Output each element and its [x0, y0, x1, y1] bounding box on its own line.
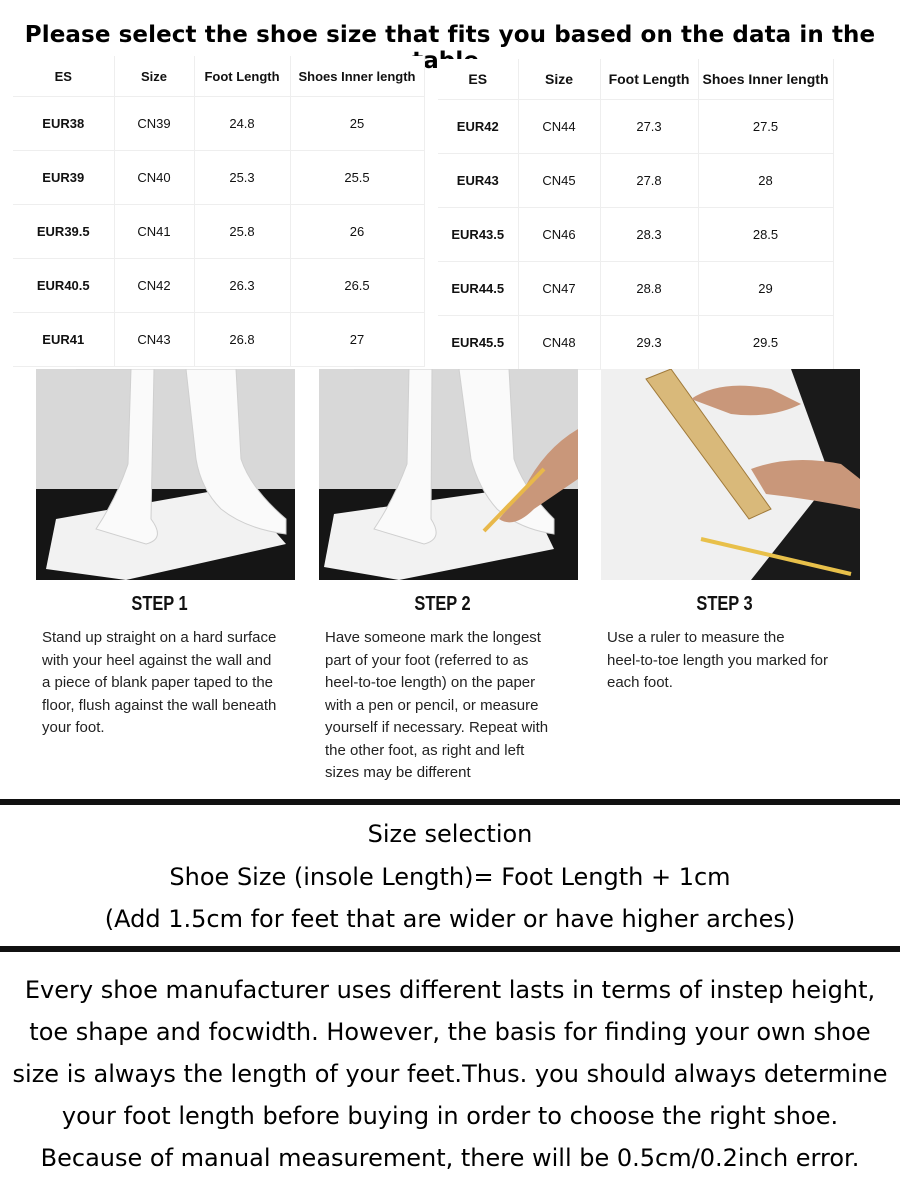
step-3-line: each foot.	[607, 674, 673, 691]
step-3-line: heel-to-toe length you marked for	[607, 651, 828, 669]
table-row	[438, 208, 833, 262]
cell-size: CN40	[114, 151, 194, 205]
step-3-title: STEP 3	[696, 593, 753, 615]
table-row	[13, 313, 424, 367]
cell-inner-length: 25	[290, 97, 424, 151]
table-row	[13, 97, 424, 151]
table-header-row	[13, 56, 424, 97]
disclaimer-line: toe shape and focwidth. However, the basis for finding your own shoe	[29, 1018, 871, 1046]
step-3-photo	[601, 369, 860, 580]
table-row	[13, 259, 424, 313]
cell-size: CN46	[518, 208, 600, 262]
cell-foot-length: 27.3	[600, 100, 698, 154]
cell-foot-length: 28.8	[600, 262, 698, 316]
cell-size: CN42	[114, 259, 194, 313]
step-2-line: sizes may be different	[325, 764, 471, 781]
cell-size: CN44	[518, 100, 600, 154]
header-size: Size	[114, 56, 194, 97]
cell-es: EUR42	[438, 100, 518, 154]
cell-foot-length: 25.3	[194, 151, 290, 205]
cell-size: CN41	[114, 205, 194, 259]
cell-foot-length: 26.3	[194, 259, 290, 313]
table-row	[438, 316, 833, 370]
cell-size: CN47	[518, 262, 600, 316]
cell-inner-length: 29.5	[698, 316, 833, 370]
cell-size: CN45	[518, 154, 600, 208]
divider	[0, 946, 900, 952]
step-2-line: yourself if necessary. Repeat with	[325, 719, 549, 736]
table-row	[13, 205, 424, 259]
divider	[0, 799, 900, 805]
table-row	[13, 151, 424, 205]
step-2-title: STEP 2	[414, 593, 471, 615]
cell-es: EUR40.5	[13, 259, 114, 313]
cell-foot-length: 29.3	[600, 316, 698, 370]
cell-es: EUR39	[13, 151, 114, 205]
header-foot-length: Foot Length	[600, 59, 698, 100]
cell-foot-length: 28.3	[600, 208, 698, 262]
header-es: ES	[13, 56, 114, 97]
step-1-photo	[36, 369, 295, 580]
cell-es: EUR43.5	[438, 208, 518, 262]
page-title: Please select the shoe size that fits you based on the data in the	[24, 22, 876, 48]
step-1-line: a piece of blank paper taped to the	[42, 674, 274, 691]
cell-foot-length: 27.8	[600, 154, 698, 208]
cell-inner-length: 27	[290, 313, 424, 367]
cell-size: CN39	[114, 97, 194, 151]
step-1-line: floor, flush against the wall beneath	[42, 696, 277, 714]
step-2-photo	[319, 369, 578, 580]
step-3-line: Use a ruler to measure the	[607, 629, 785, 646]
disclaimer-line: Every shoe manufacturer uses different lasts in terms of instep height,	[24, 976, 876, 1004]
cell-es: EUR38	[13, 97, 114, 151]
cell-es: EUR44.5	[438, 262, 518, 316]
cell-foot-length: 24.8	[194, 97, 290, 151]
step-2-line: Have someone mark the longest	[325, 629, 541, 646]
step-1-title: STEP 1	[131, 593, 188, 615]
cell-inner-length: 28.5	[698, 208, 833, 262]
size-table-left	[13, 56, 425, 367]
cell-inner-length: 29	[698, 262, 833, 316]
cell-es: EUR39.5	[13, 205, 114, 259]
step-2-line: part of your foot (referred to as	[325, 651, 529, 669]
cell-inner-length: 25.5	[290, 151, 424, 205]
header-inner-length: Shoes Inner length	[290, 56, 424, 97]
disclaimer-line: size is always the length of your feet.Thus. you should always determine	[12, 1060, 888, 1088]
cell-inner-length: 26.5	[290, 259, 424, 313]
size-selection-formula: Shoe Size (insole Length)= Foot Length + 1cm	[169, 863, 731, 891]
cell-inner-length: 26	[290, 205, 424, 259]
table-row	[438, 262, 833, 316]
step-1-text	[42, 627, 317, 740]
cell-size: CN48	[518, 316, 600, 370]
step-2-line: heel-to-toe length) on the paper	[325, 674, 536, 691]
cell-inner-length: 28	[698, 154, 833, 208]
disclaimer-line: Because of manual measurement, there will be 0.5cm/0.2inch error.	[40, 1144, 860, 1172]
size-selection-heading: Size selection	[367, 820, 533, 848]
cell-foot-length: 26.8	[194, 313, 290, 367]
cell-foot-length: 25.8	[194, 205, 290, 259]
size-selection-note: (Add 1.5cm for feet that are wider or have higher arches)	[104, 905, 796, 933]
cell-es: EUR43	[438, 154, 518, 208]
step-3-text	[607, 627, 882, 695]
cell-inner-length: 27.5	[698, 100, 833, 154]
step-1-line: your foot.	[42, 719, 105, 736]
header-size: Size	[518, 59, 600, 100]
step-1-line: Stand up straight on a hard surface	[42, 629, 277, 646]
header-es: ES	[438, 59, 518, 100]
table-header-row	[438, 59, 833, 100]
disclaimer-line: your foot length before buying in order to choose the right shoe.	[61, 1102, 839, 1130]
cell-es: EUR41	[13, 313, 114, 367]
header-inner-length: Shoes Inner length	[698, 59, 833, 100]
cell-size: CN43	[114, 313, 194, 367]
step-2-line: the other foot, as right and left	[325, 741, 525, 759]
step-2-line: with a pen or pencil, or measure	[325, 696, 539, 714]
table-row	[438, 100, 833, 154]
header-foot-length: Foot Length	[194, 56, 290, 97]
size-table-right	[438, 59, 834, 370]
step-2-text	[325, 627, 600, 785]
cell-es: EUR45.5	[438, 316, 518, 370]
step-1-line: with your heel against the wall and	[42, 651, 272, 669]
table-row	[438, 154, 833, 208]
